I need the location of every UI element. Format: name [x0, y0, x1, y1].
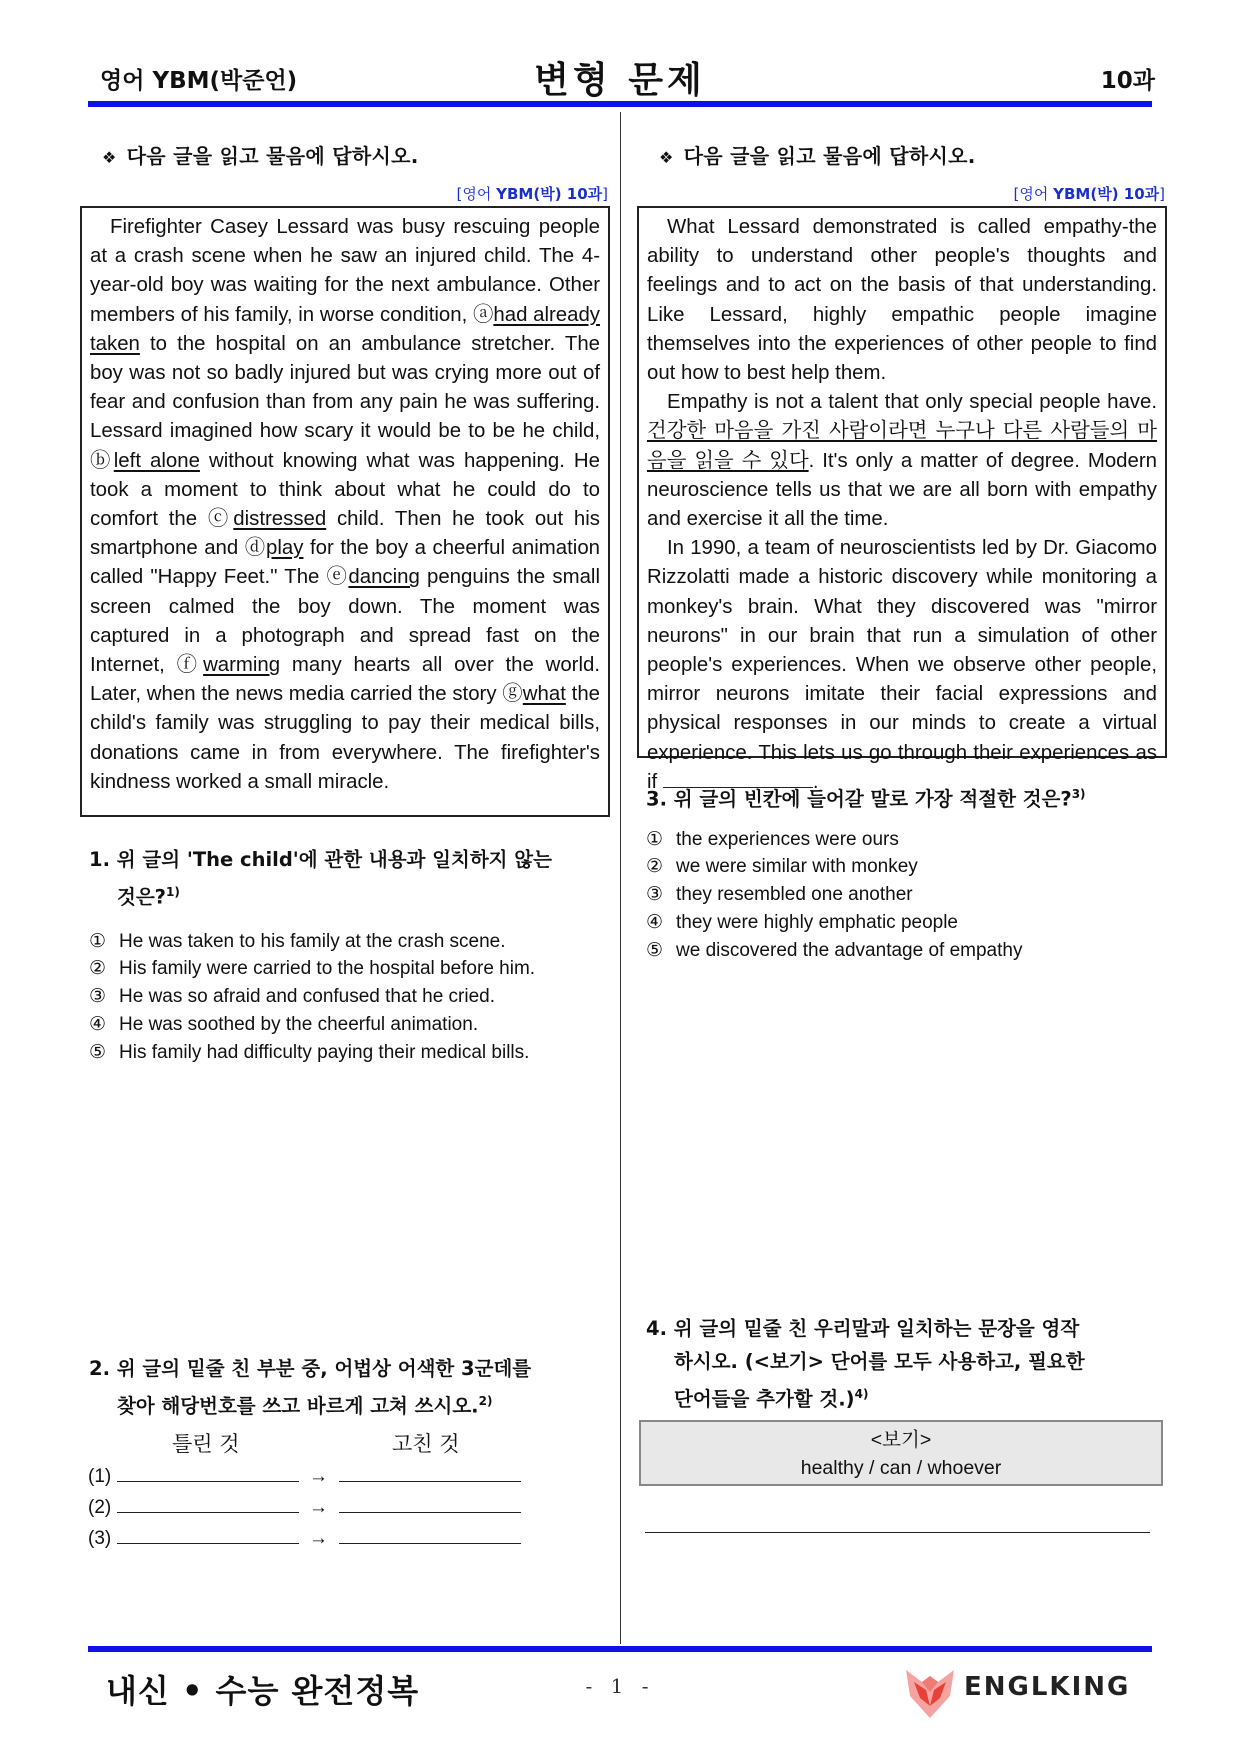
option-4[interactable]: ④ they were highly emphatic people [646, 911, 959, 933]
option-1[interactable]: ① He was taken to his family at the crash scene. [89, 930, 506, 952]
page-title: 변형 문제 [534, 60, 706, 101]
option-5[interactable]: ⑤ we discovered the advantage of empathy [646, 939, 1023, 961]
source-tag: [영어 YBM(박) 10과] [456, 185, 608, 203]
fixed-header: 고친 것 [392, 1432, 460, 1456]
wrong-input-2[interactable] [117, 1493, 299, 1513]
brand-logo [900, 1662, 1140, 1722]
underline-b: left alone [113, 449, 200, 472]
diamond-icon: ❖ [102, 148, 117, 167]
brand-name: ENGLKING [964, 1672, 1131, 1702]
passage-paragraph-2: Empathy is not a talent that only special people have. 건강한 마음을 가진 사람이라면 누구나 다른 사람들의 마음을 읽을 수 있다. It's only a matter of degree. Modern neuroscience tells us that we are all born with empathy and exercise it all the time. [647, 391, 1157, 531]
fixed-input-3[interactable] [339, 1524, 521, 1544]
underline-f: warming [203, 654, 281, 677]
passage-paragraph-1: What Lessard demonstrated is called empathy-the ability to understand other people's thoughts and feelings and to act on the basis of that understanding. Like Lessard, highly empathic people imagine themselves into the experiences of other people to find out how to best help them. [647, 216, 1157, 385]
wrong-input-3[interactable] [117, 1524, 299, 1544]
passage-box [80, 206, 610, 817]
diamond-icon: ❖ [659, 148, 674, 167]
left-column [80, 140, 610, 1066]
option-3[interactable]: ③ they resembled one another [646, 884, 913, 906]
instruction: ❖ 다음 글을 읽고 물음에 답하시오. [659, 144, 976, 168]
question-1-options [80, 928, 610, 1067]
korean-underline: 건강한 마음을 가진 사람이라면 누구나 다른 사람들의 마음을 읽을 수 있다 [647, 420, 1157, 472]
question-2-title: 2. 위 글의 밑줄 친 부분 중, 어법상 어색한 3군데를 찾아 해당번호를 쓰고 바르게 고쳐 쓰시오.$^{2)}$ [89, 1357, 532, 1418]
underline-d: play [266, 537, 304, 560]
answer-write-line[interactable] [645, 1532, 1150, 1533]
answer-row-3: (3) → [88, 1524, 521, 1550]
word-bank-label: <보기> [870, 1429, 932, 1451]
underline-g: what [522, 683, 566, 706]
answer-row-1: (1) → [88, 1462, 521, 1488]
page-number: - 1 - [585, 1674, 655, 1698]
fixed-input-2[interactable] [339, 1493, 521, 1513]
option-3[interactable]: ③ He was so afraid and confused that he cried. [89, 986, 496, 1008]
word-bank-words: healthy / can / whoever [800, 1457, 1002, 1479]
option-4[interactable]: ④ He was soothed by the cheerful animation. [89, 1013, 479, 1035]
footer-rule [88, 1646, 1152, 1652]
question-1-title: 1. 위 글의 'The child'에 관한 내용과 일치하지 않는 것은?$^{1)}$ [89, 848, 552, 909]
question-4-title: 4. 위 글의 밑줄 친 우리말과 일치하는 문장을 영작 하시오. (<보기> 단어를 모두 사용하고, 필요한 단어들을 추가할 것.)$^{4)}$ [646, 1317, 1085, 1411]
question-3-options [637, 826, 1167, 965]
underline-a: had already taken [90, 303, 600, 355]
passage-box [637, 206, 1167, 793]
wrong-header: 틀린 것 [172, 1432, 240, 1456]
header-rule [88, 101, 1152, 107]
underline-c: distressed [233, 508, 327, 531]
passage-text: Firefighter Casey Lessard was busy rescuing people at a crash scene when he saw an injured child. The 4-year-old boy was waiting for the next ambulance. Other members of his family, in worse condition, ⓐhad already taken to the hospital on an ambulance stretcher. The boy was not so badly injured but was crying more out of fear and confusion than from any pain he was suffering. Lessard imagined how scary it would be to be he child, ⓑleft alone without knowing what was happening. He took a moment to think about what he could do to comfort the ⓒdistressed child. Then he took out his smartphone and ⓓplay for the boy a cheerful animation called "Happy Feet." The ⓔdancing penguins the small screen calmed the boy down. The moment was captured in a photograph and spread fast on the Internet, ⓕwarming many hearts all over the world. Later, when the news media carried the story ⓖwhat the child's family was struggling to pay their medical bills, donations came in from everywhere. The firefighter's kindness worked a small miracle. [90, 216, 600, 793]
lesson-label: 10과 [1100, 68, 1155, 94]
column-divider [620, 112, 621, 1644]
option-2[interactable]: ② we were similar with monkey [646, 856, 918, 878]
instruction: ❖ 다음 글을 읽고 물음에 답하시오. [102, 144, 419, 168]
wrong-input-1[interactable] [117, 1462, 299, 1482]
footer-title: 내신 • 수능 완전정복 [106, 1672, 420, 1710]
option-2[interactable]: ② His family were carried to the hospital before him. [89, 958, 536, 980]
word-bank-box [639, 1420, 1163, 1486]
answer-row-2: (2) → [88, 1493, 521, 1519]
source-tag: [영어 YBM(박) 10과] [1013, 185, 1165, 203]
subject-label: 영어 YBM(박준언) [100, 68, 298, 94]
underline-e: dancing [348, 566, 420, 589]
right-column [637, 140, 1167, 964]
passage-paragraph-3: In 1990, a team of neuroscientists led by Dr. Giacomo Rizzolatti made a historic discovery while monitoring a monkey's brain. What they discovered was "mirror neurons" in our brain that run a simulation of other people's experiences. When we observe other people, mirror neurons imitate their facial expressions and physical responses in our minds to create a virtual experience. This lets us go through their experiences as if . [647, 537, 1157, 793]
question-3-title: 3. 위 글의 빈칸에 들어갈 말로 가장 적절한 것은?$^{3)}$ [646, 787, 1086, 811]
option-1[interactable]: ① the experiences were ours [646, 828, 899, 850]
option-5[interactable]: ⑤ His family had difficulty paying their medical bills. [89, 1041, 530, 1063]
fixed-input-1[interactable] [339, 1462, 521, 1482]
fox-logo-icon [900, 1662, 960, 1722]
